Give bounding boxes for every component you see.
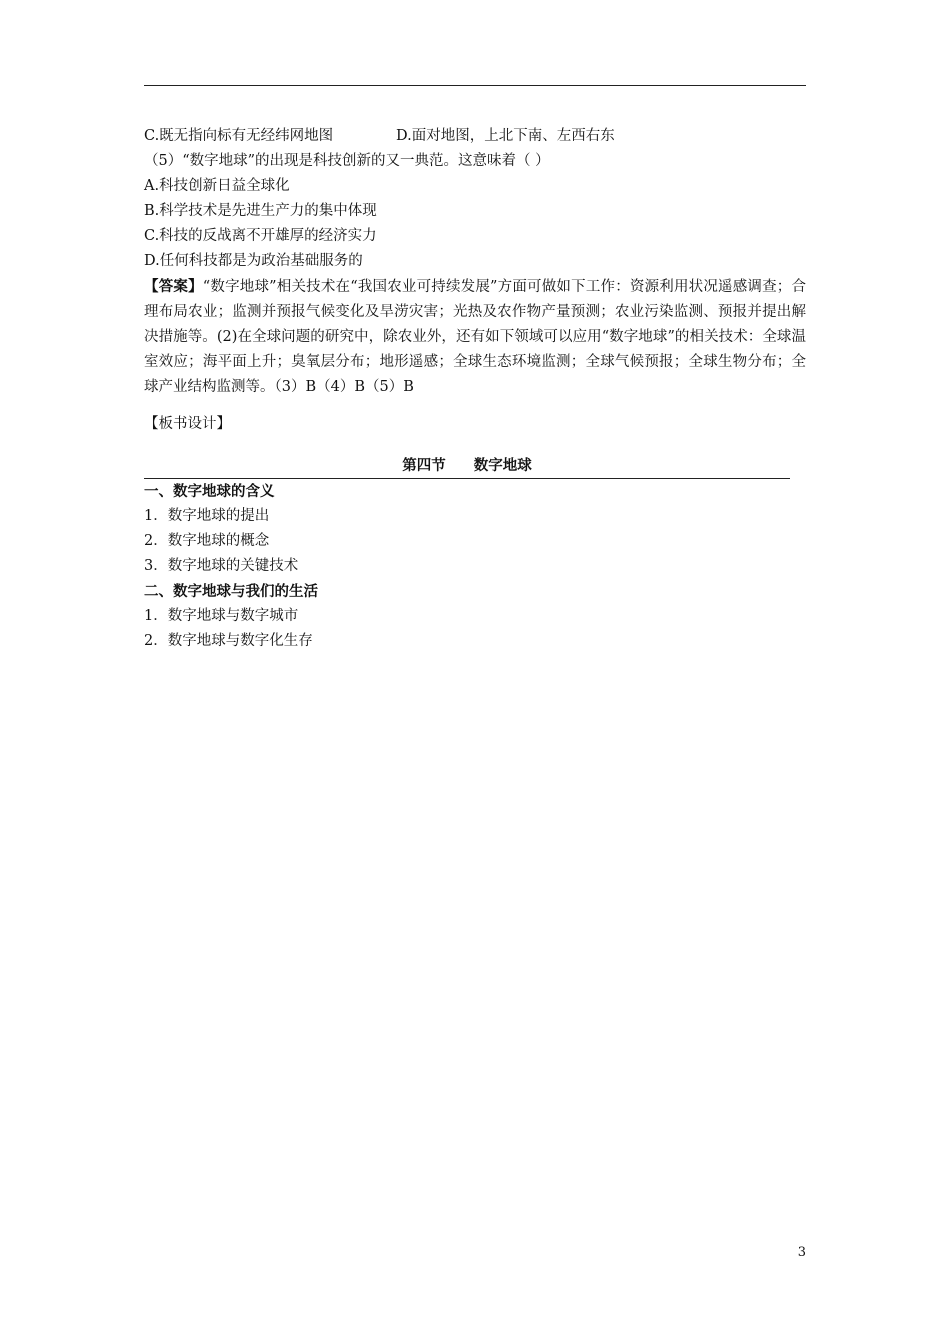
q5-stem: （5）“数字地球”的出现是科技创新的又一典范。这意味着（ ） [144, 153, 550, 169]
outline-item: 2．数字地球与数字化生存 [144, 633, 313, 649]
board-design-label: 【板书设计】 [144, 416, 231, 432]
answer-label: 【答案】 [144, 278, 203, 295]
q5-option-a: A.科技创新日益全球化 [144, 178, 290, 194]
q4-options-cd [144, 124, 806, 149]
q5-option-b: B.科学技术是先进生产力的集中体现 [144, 203, 377, 219]
outline-item: 3．数字地球的关键技术 [144, 558, 299, 574]
outline-heading-2: 二、数字地球与我们的生活 [144, 583, 318, 600]
outline-item: 1．数字地球与数字城市 [144, 608, 299, 624]
board-section: 第四节 [402, 457, 446, 474]
document-body [144, 124, 806, 654]
board-title [144, 454, 790, 479]
q4-option-d: D.面对地图，上北下南、左西右东 [396, 128, 615, 144]
answer-text: “数字地球”相关技术在“我国农业可持续发展”方面可做如下工作：资源利用状况遥感调查；合理布局农业；监测并预报气候变化及旱涝灾害；光热及农作物产量预测；农业污染监测、预报并提出解决措施等。(2)在全球问题的研究中，除农业外，还有如下领域可以应用“数字地球”的相关技术：全球温室效应；海平面上升；臭氧层分布；地形遥感；全球生态环境监测；全球气候预报；全球生物分布；全球产业结构监测等。（3）B（4）B（5）B [144, 279, 807, 395]
q5-option-c: C.科技的反战离不开雄厚的经济实力 [144, 228, 377, 244]
q5-option-d: D.任何科技都是为政治基础服务的 [144, 253, 363, 269]
q4-option-c: C.既无指向标有无经纬网地图 [144, 128, 334, 144]
outline-item: 1．数字地球的提出 [144, 508, 270, 524]
outline-heading-1: 一、数字地球的含义 [144, 483, 275, 500]
board-outline [144, 479, 806, 654]
board-title-text: 数字地球 [473, 457, 532, 474]
page-number: 3 [797, 1245, 806, 1260]
header-rule [144, 85, 806, 86]
outline-item: 2．数字地球的概念 [144, 533, 270, 549]
answer-paragraph [144, 274, 806, 400]
